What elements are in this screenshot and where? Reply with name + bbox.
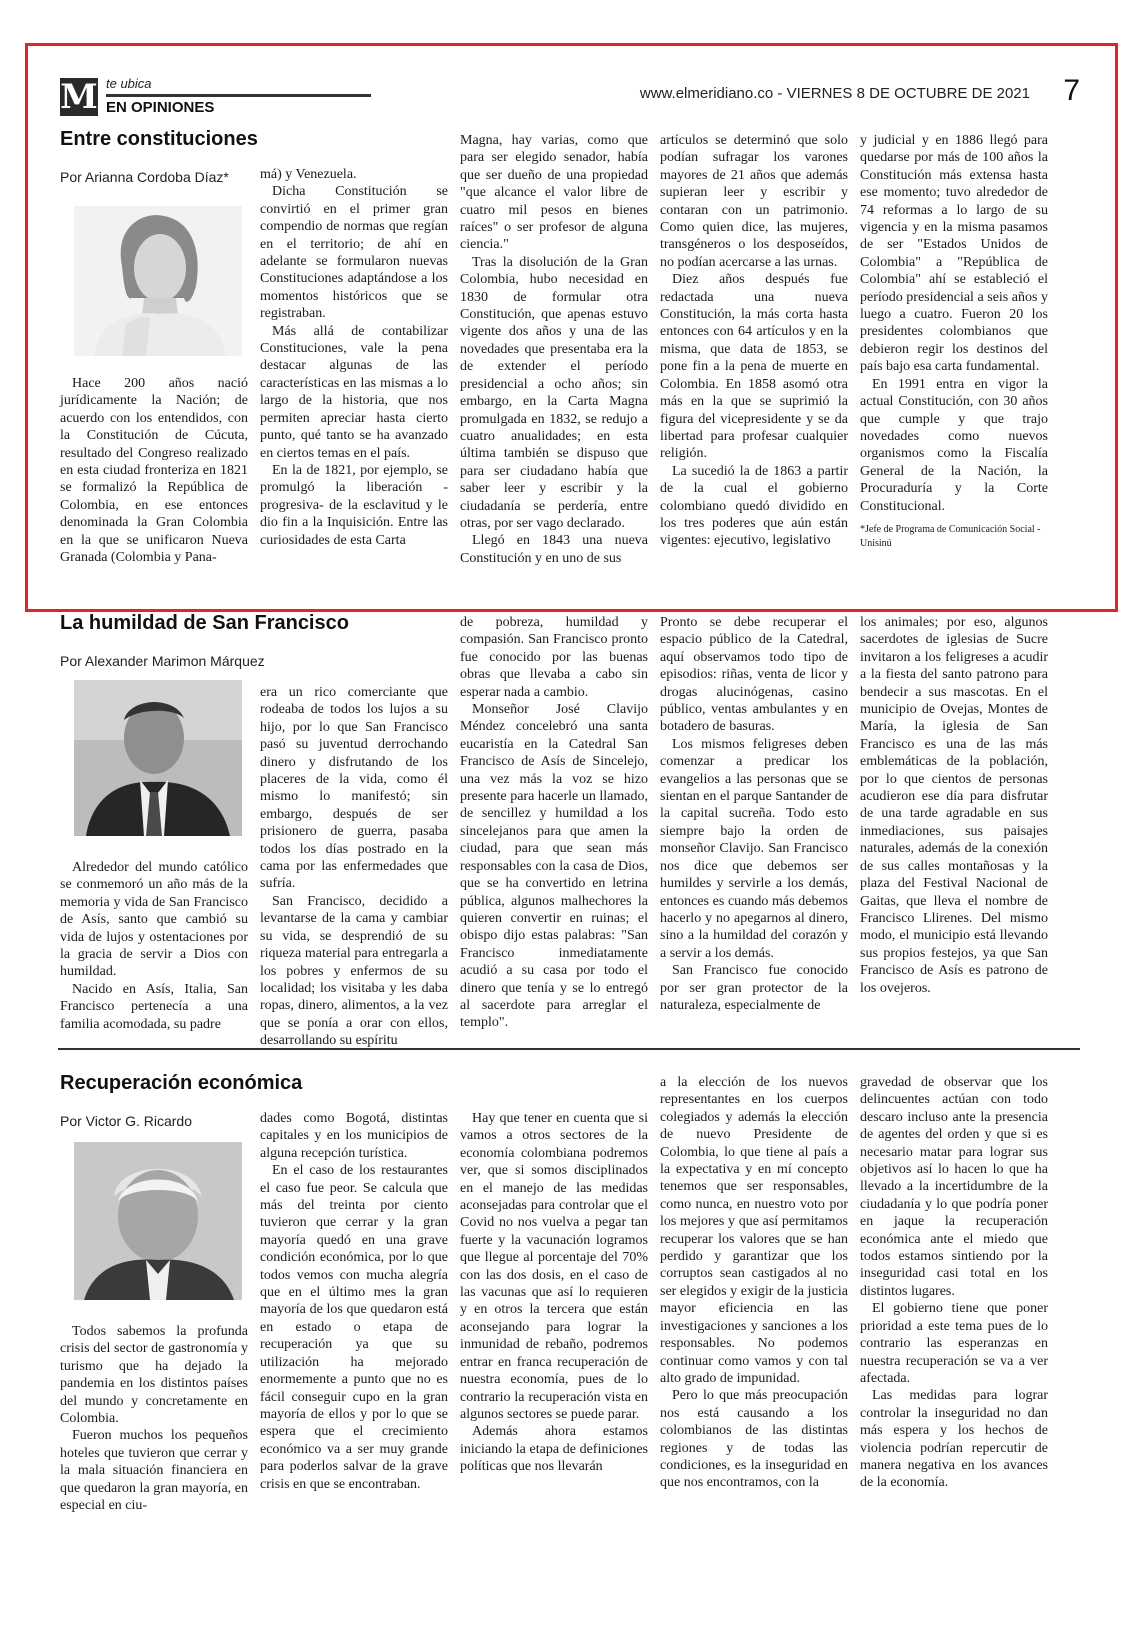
newspaper-logo: M xyxy=(60,77,98,117)
author-photo xyxy=(74,1142,242,1300)
article-column xyxy=(860,132,1048,551)
paragraph: Alrededor del mundo católico se conmemoró un año más de la memoria y vida de San Francisco de Asís, santo que cambió su vida de lujos y ostentaciones por la gracia de servir a Dios con humildad. xyxy=(60,860,248,980)
paragraph: Pronto se debe recuperar el espacio público de la Catedral, aquí observamos todo tipo de episodios: riñas, venta de licor y drogas alucinógenas, casino público, ventas ambulantes y en botadero de basuras. xyxy=(660,615,848,735)
article-column xyxy=(660,614,848,1014)
author-photo xyxy=(74,680,242,836)
paragraph: Más allá de contabilizar Constituciones, vale la pena destacar algunas de las características en las mismas a lo largo de la historia, que nos permiten apreciar hasta cierto punto, qué tanto se ha avanzado en ciertos temas en el país. xyxy=(260,323,448,461)
article-entre-constituciones xyxy=(60,128,1080,603)
paragraph: San Francisco, decidido a levantarse de la cama y cambiar su vida, se desprendió de su riqueza material para entregarla a los pobres y enfermos de su localidad; los visitaba y les daba ropas, dinero, alimentos, a la vez que se ponía a orar con ellos, desarrollando su espíritu xyxy=(260,893,448,1049)
article-column xyxy=(260,1110,448,1493)
article-column xyxy=(260,166,448,549)
paragraph: Los mismos feligreses deben comenzar a predicar los evangelios a las personas que se sientan en el parque Santander de la capital sucreña. Todo esto siempre bajo la orden de monseñor Clavijo. San Francisco nos dice que debemos ser humildes y servirle a los demás, entonces es cuando más debemos hacerlo y no apegarnos al dinero, sino a la humildad del corazón y a servir a los demás. xyxy=(660,736,848,961)
page-header xyxy=(60,76,1080,122)
article-column xyxy=(860,614,1048,997)
author-footnote: *Jefe de Programa de Comunicación Social - Unisinú xyxy=(860,523,1041,549)
article-humildad-san-francisco xyxy=(60,612,1080,1049)
article-column xyxy=(60,859,248,1033)
article-title: Recuperación económica xyxy=(60,1072,303,1094)
dateline: www.elmeridiano.co - VIERNES 8 DE OCTUBRE DE 2021 xyxy=(639,85,1030,102)
logo-tagline: te ubica xyxy=(106,76,152,91)
paragraph: Llegó en 1843 una nueva Constitución y en uno de sus xyxy=(460,533,648,566)
author-portrait-icon xyxy=(74,206,242,356)
paragraph: a la elección de los nuevos representantes en los cuerpos colegiados y además la elección de nuevo Presidente de Colombia, lo que tiene al país a la expectativa y en mí concepto tenemos que ser responsables, como nunca, en nuestro voto por los mejores y que así permitamos recuperar los valores que se han perdido y garantizar que los corruptos sean castigados al no ser elegidos y exigir de la justicia mayor eficiencia en las investigaciones y sanciones a los responsables. No podemos continuar como vamos y con tal alto grado de impunidad. xyxy=(660,1075,848,1386)
article-column xyxy=(60,1323,248,1514)
article-column xyxy=(860,1074,1048,1492)
paragraph: Dicha Constitución se convirtió en el primer gran compendio de normas que regían en el territorio; de ahí en adelante se formularon nuevas Constituciones adaptándose a los momentos históricos que se registraban. xyxy=(260,184,448,322)
paragraph: los animales; por eso, algunos sacerdotes de iglesias de Sucre invitaron a los feligreses a acudir a la fiesta del santo patrono para bendecir a sus mascotas. En el municipio de Ovejas, Montes de María, la iglesia de San Francisco es una de las más emblemáticas de la población, por lo que cientos de personas acudieron ese día para disfrutar de una tarde agradable en sus inmediaciones, sus paisajes naturales, además de la conexión de sus calles montañosas y la plaza del Festival Nacional de Gaitas, que lleva el nombre de Francisco Llirenes. Del mismo modo, el municipio está llevando sus propios festejos, ya que San Francisco de Asís es patrono de los ovejeros. xyxy=(860,615,1048,996)
paragraph: Nacido en Asís, Italia, San Francisco pertenecía a una familia acomodada, su padre xyxy=(60,981,248,1032)
paragraph: En el caso de los restaurantes el caso fue peor. Se calcula que más del treinta por ciento tuvieron que cerrar y la gran mayoría quedó en una grave condición económica, por lo que todos vemos con mucha alegría que en el último mes la gran mayoría de los que quedaron está en estado o etapa de recuperación ya que su utilización ha mejorado enormemente a punto que no es fácil conseguir cupo en la gran mayoría de ellos y por lo que se espera que el crecimiento económico va a ser muy grande para poderlos salvar de la grave crisis en que se encontraban. xyxy=(260,1163,448,1492)
article-title: La humildad de San Francisco xyxy=(60,612,349,634)
section-title: EN OPINIONES xyxy=(106,99,215,116)
paragraph: Además ahora estamos iniciando la etapa de definiciones políticas que nos llevarán xyxy=(460,1424,648,1475)
paragraph: y judicial y en 1886 llegó para quedarse por más de 100 años la Constitución más extensa hasta ese momento; tuvo alrededor de 74 reformas a lo largo de su vigencia y en la misma pasamos de ser "Estados Unidos de Colombia" a "República de Colombia" ahí se estableció el período presidencial a seis años y luego a cuatro. Fueron 20 los presidentes colombianos que debieron regir los destinos del país bajo esa carta fundamental. xyxy=(860,133,1048,375)
article-recuperacion-economica xyxy=(60,1072,1080,1592)
paragraph: En la de 1821, por ejemplo, se promulgó la liberación - progresiva- de la esclavitud y le dio fin a la Inquisición. Entre las curiosidades de esta Carta xyxy=(260,462,448,548)
paragraph: Pero lo que más preocupación nos está causando a los colombianos de las distintas regiones y de todas las condiciones, es la inseguridad en que nos encontramos, con la xyxy=(660,1388,848,1491)
page-number: 7 xyxy=(1063,74,1080,107)
paragraph: era un rico comerciante que rodeaba de todos los lujos a su hijo, por lo que San Francisco pasó su juventud derrochando dinero y disfrutando de los placeres de la vida, como él mismo lo manifestó; sin embargo, después de ser prisionero de guerra, pasaba todos los días postrado en la cama por las enfermedades que sufría. xyxy=(260,685,448,892)
article-column xyxy=(60,375,248,566)
paragraph: San Francisco fue conocido por ser gran protector de la naturaleza, especialmente de xyxy=(660,963,848,1013)
paragraph: artículos se determinó que solo podían sufragar los varones mayores de 21 años que además supieran leer y escribir y contaran con un patrimonio. Como quien dice, las mujeres, transgéneros o los desposeídos, no podían acercarse a las urnas. xyxy=(660,133,848,270)
paragraph: má) y Venezuela. xyxy=(260,167,357,182)
article-column xyxy=(660,132,848,550)
article-title: Entre constituciones xyxy=(60,128,258,150)
paragraph: El gobierno tiene que poner prioridad a este tema pues de lo contrario las esperanzas en nuestra recuperación se va a ver afectada. xyxy=(860,1301,1048,1386)
paragraph: Tras la disolución de la Gran Colombia, hubo necesidad en 1830 de formular otra Constitución, que apenas estuvo vigente dos años y una de las novedades que presentaba era la de extender el período presidencial a ocho años; sin embargo, en la Carta Magna promulgada en 1832, se redujo a cuatro anualidades; en esta última también se dispuso que para ser ciudadano había que saber leer y escribir y la ciudadanía se perdería, entre otras, por ser vago declarado. xyxy=(460,254,648,531)
article-byline: Por Arianna Cordoba Díaz* xyxy=(60,169,229,185)
article-column xyxy=(260,684,448,1050)
paragraph: dades como Bogotá, distintas capitales y en los municipios de alguna recepción turística. xyxy=(260,1111,448,1161)
paragraph: Todos sabemos la profunda crisis del sector de gastronomía y turismo que ha dejado la pandemia en los distintos países del mundo y concretamente en Colombia. xyxy=(60,1324,248,1427)
paragraph: gravedad de observar que los delincuentes actúan con todo descaro incluso ante la presencia de agentes del orden y que si es necesario matar para lograr sus objetivos así lo hacen lo que ha llevado a la incertidumbre de la ciudadanía y lo que podría poner en jaque la recuperación económica ante el miedo que todos estamos sintiendo por la inseguridad casi total en los distintos lugares. xyxy=(860,1075,1048,1299)
article-column xyxy=(460,614,648,1032)
author-portrait-icon xyxy=(74,1142,242,1300)
paragraph: Fueron muchos los pequeños hoteles que tuvieron que cerrar y la mala situación financiera en que quedaron la gran mayoría, en especial en ciu- xyxy=(60,1428,248,1514)
author-photo xyxy=(74,206,242,356)
paragraph: Magna, hay varias, como que para ser elegido senador, había que ser dueño de una propiedad "que alcance el valor libre de cuatro mil pesos en bienes raíces" o ser profesor de alguna ciencia." xyxy=(460,133,648,253)
section-divider xyxy=(58,1048,1080,1050)
paragraph: Hace 200 años nació jurídicamente la Nación; de acuerdo con los entendidos, con la Constitución de Cúcuta, resultado del Congreso realizado en esta ciudad fronteriza en 1821 se formalizó la República de Colombia, en ese entonces denominada la Gran Colombia en la que se unificaron Nueva Granada (Colombia y Pana- xyxy=(60,376,248,566)
author-portrait-icon xyxy=(74,680,242,836)
article-column xyxy=(460,1110,648,1476)
article-column xyxy=(660,1074,848,1492)
paragraph: En 1991 entra en vigor la actual Constitución, con 30 años que cumple y que trajo novedades como nuevos organismos como la Fiscalía General de la Nación, la Procuraduría y la Corte Constitucional. xyxy=(860,376,1048,514)
header-rule xyxy=(106,94,371,97)
paragraph: Diez años después fue redactada una nueva Constitución, la más corta hasta entonces con 64 artículos y en la misma, que data de 1853, se pone fin a la pena de muerte en Colombia. En 1858 asomó otra más en la que se suprimió la figura del vicepresidente y se da libertad para profesar cualquier religión. xyxy=(660,272,848,462)
article-byline: Por Victor G. Ricardo xyxy=(60,1113,193,1129)
article-column xyxy=(460,132,648,567)
paragraph: Monseñor José Clavijo Méndez concelebró una santa eucaristía en la Catedral San Francisco de Asís de Sincelejo, una vez más la voz se hizo presente para hacerle un llamado, de sencillez y humildad a los sincelejanos para que amen la ciudad, para que sean más responsables con la casa de Dios, que se ha convertido en letrina pública, algunos malhechores la quieren convertir en ruinas; el obispo dijo estas palabras: "San Francisco inmediatamente acudió a su casa por todo el dinero que tenía y se lo entregó al sacerdote para arreglar el templo". xyxy=(460,702,648,1031)
paragraph: de pobreza, humildad y compasión. San Francisco pronto fue conocido por las buenas obras que llevaba a cabo sin esperar nada a cambio. xyxy=(460,615,648,700)
paragraph: Hay que tener en cuenta que si vamos a otros sectores de la economía colombiana podremos ver, que si somos disciplinados en el manejo de las medidas aconsejadas para controlar que el Covid no nos vuelva a pegar tan fuerte y la vacunación logramos que llegue al porcentaje del 70% con las dos dosis, en el caso de las vacunas que así lo requieren y en otros la tercera que están aconsejando para lograr la inmunidad de rebaño, podremos entrar en franca recuperación de nuestra economía, pues de lo contrario la recuperación vista en algunos sectores se puede parar. xyxy=(460,1111,648,1422)
paragraph: Las medidas para lograr controlar la inseguridad no dan más espera y los hechos de violencia podrían repercutir de manera negativa en los avances de la economía. xyxy=(860,1388,1048,1491)
paragraph: La sucedió la de 1863 a partir de la cual el gobierno colombiano quedó dividido en los tres poderes que aún están vigentes: ejecutivo, legislativo xyxy=(660,463,848,549)
article-byline: Por Alexander Marimon Márquez xyxy=(60,653,265,669)
